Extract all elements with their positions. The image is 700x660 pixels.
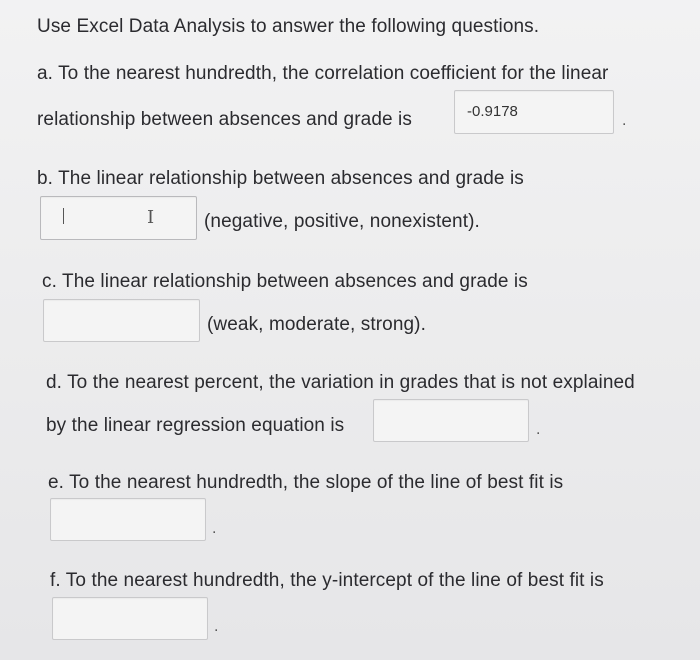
question-f-period: .: [214, 618, 219, 635]
question-b-options: (negative, positive, nonexistent).: [204, 211, 480, 232]
question-c-text: c. The linear relationship between absences and grade is: [42, 271, 528, 292]
ibeam-cursor-icon: I: [147, 207, 155, 228]
question-e-answer-input[interactable]: [50, 498, 206, 541]
question-b-answer-input[interactable]: [40, 196, 197, 240]
question-a-text-line1: a. To the nearest hundredth, the correlation coefficient for the linear: [37, 63, 609, 84]
question-d-period: .: [536, 421, 541, 438]
question-c-options: (weak, moderate, strong).: [207, 314, 426, 335]
question-f-answer-input[interactable]: [52, 597, 208, 640]
question-b-text: b. The linear relationship between absences and grade is: [37, 168, 524, 189]
question-e-text: e. To the nearest hundredth, the slope of the line of best fit is: [48, 472, 564, 493]
question-a-answer-value: -0.9178: [467, 103, 518, 120]
instructions-heading: Use Excel Data Analysis to answer the following questions.: [37, 16, 540, 37]
question-d-text-line2: by the linear regression equation is: [46, 415, 345, 436]
question-a-period: .: [622, 112, 627, 129]
text-caret: [63, 208, 64, 224]
question-e-period: .: [212, 520, 217, 537]
question-f-text: f. To the nearest hundredth, the y-intercept of the line of best fit is: [50, 570, 604, 591]
question-a-text-line2: relationship between absences and grade is: [37, 109, 412, 130]
question-c-answer-input[interactable]: [43, 299, 200, 342]
question-d-answer-input[interactable]: [373, 399, 529, 442]
question-a-answer-input[interactable]: [454, 90, 614, 134]
question-d-text-line1: d. To the nearest percent, the variation in grades that is not explained: [46, 372, 635, 393]
